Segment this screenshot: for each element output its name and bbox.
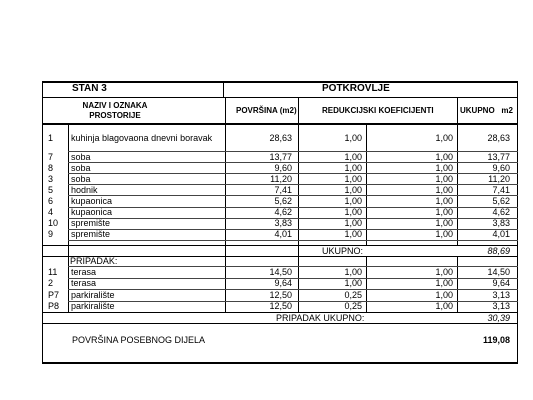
- room-cell-area: 28,63: [269, 133, 292, 143]
- pripadak-cell-area: 9,64: [274, 278, 292, 289]
- col-divider-coef1-b: [366, 256, 367, 312]
- table-bottom-border: [42, 362, 518, 364]
- room-cell-name: soba: [71, 151, 91, 162]
- pripadak-cell-k2: 1,00: [435, 278, 453, 289]
- room-cell-k2: 1,00: [435, 229, 453, 240]
- pripadak-cell-k1: 1,00: [344, 278, 362, 289]
- pripadak-total-label: PRIPADAK UKUPNO:: [276, 313, 365, 323]
- room-cell-name: spremište: [71, 218, 111, 229]
- room-cell-no: 7: [48, 151, 54, 162]
- ukupno-top-line: [42, 245, 518, 246]
- room-cell-k1: 1,00: [344, 151, 362, 162]
- room-cell-area: 5,62: [274, 195, 292, 206]
- pripadak-cell-total: 14,50: [487, 266, 510, 277]
- room-cell-no: 6: [48, 195, 54, 206]
- pripadak-cell-area: 14,50: [269, 266, 292, 277]
- floor-label: POTKROVLJE: [322, 83, 390, 94]
- room-cell-k1: 1,00: [344, 218, 362, 229]
- room-cell-k2: 1,00: [435, 195, 453, 206]
- ukupno-label: UKUPNO:: [322, 246, 364, 256]
- room-cell-area: 11,20: [270, 173, 292, 184]
- room-cell-k2: 1,00: [435, 173, 453, 184]
- room-cell-k2: 1,00: [435, 162, 453, 173]
- room-cell-name: hodnik: [71, 184, 98, 195]
- room-cell-total: 13,77: [487, 151, 510, 162]
- pripadak-cell-k2: 1,00: [435, 266, 453, 277]
- room-cell-total: 3,83: [492, 218, 510, 229]
- room-cell-total: 4,62: [492, 207, 510, 218]
- pripadak-cell-name: terasa: [71, 266, 97, 277]
- col-divider-name-b: [225, 256, 226, 312]
- room-cell-total: 28,63: [487, 133, 510, 143]
- room-cell-k2: 1,00: [435, 207, 453, 218]
- pripadak-cell-total: 3,13: [492, 289, 510, 300]
- posebni-dio-value: 119,08: [482, 335, 510, 345]
- ukupno-value: 88,69: [487, 246, 510, 256]
- room-cell-k1: 1,00: [344, 173, 362, 184]
- room-cell-name: soba: [71, 162, 91, 173]
- pripadak-cell-k2: 1,00: [435, 289, 453, 300]
- pripadak-cell-name: parkiralište: [71, 289, 115, 300]
- room-cell-k1: 1,00: [344, 162, 362, 173]
- room-cell-area: 13,77: [269, 151, 292, 162]
- room-cell-k2: 1,00: [435, 151, 453, 162]
- table-top-border: [42, 81, 518, 83]
- room-cell-no: 3: [48, 173, 54, 184]
- column-header-name-2: PROSTORIJE: [89, 111, 141, 120]
- pripadak-cell-area: 12,50: [269, 289, 292, 300]
- column-header-total: UKUPNO m2: [460, 106, 513, 115]
- room-cell-total: 11,20: [488, 173, 510, 184]
- room-cell-no: 9: [48, 229, 54, 240]
- column-header-area: POVRŠINA (m2): [236, 106, 297, 115]
- room-cell-area: 4,01: [274, 229, 292, 240]
- pripadak-cell-k1: 0,25: [344, 289, 362, 300]
- room-row-line: [68, 240, 518, 241]
- room-cell-name: soba: [71, 173, 91, 184]
- pripadak-cell-k1: 0,25: [344, 301, 362, 312]
- room-cell-total: 5,62: [492, 195, 510, 206]
- posebni-dio-label: POVRŠINA POSEBNOG DIJELA: [72, 335, 206, 345]
- title-row-line: [42, 97, 518, 98]
- room-cell-total: 9,60: [492, 162, 510, 173]
- room-cell-area: 3,83: [274, 218, 292, 229]
- pripadak-cell-k2: 1,00: [435, 301, 453, 312]
- room-cell-area: 4,62: [274, 207, 292, 218]
- room-cell-area: 7,41: [274, 184, 292, 195]
- stan-label: STAN 3: [72, 83, 107, 94]
- room-cell-no: 8: [48, 162, 54, 173]
- room-cell-no: 4: [48, 207, 54, 218]
- room-cell-no: 10: [48, 218, 59, 229]
- pripadak-cell-no: P7: [48, 289, 60, 300]
- room-cell-name: kupaonica: [71, 195, 113, 206]
- pripadak-label: PRIPADAK:: [70, 256, 118, 266]
- room-cell-no: 5: [48, 184, 54, 195]
- pripadak-cell-area: 12,50: [269, 301, 292, 312]
- pripadak-total-bottom-line: [42, 323, 518, 324]
- pripadak-cell-total: 3,13: [492, 301, 510, 312]
- room-cell-total: 4,01: [492, 229, 510, 240]
- pripadak-cell-name: terasa: [71, 278, 97, 289]
- room-cell-k1: 1,00: [344, 133, 362, 143]
- title-divider: [223, 81, 224, 98]
- room-cell-k2: 1,00: [435, 184, 453, 195]
- room-cell-area: 9,60: [274, 162, 292, 173]
- column-header-name-1: NAZIV I OZNAKA: [82, 101, 148, 110]
- room-cell-k1: 1,00: [344, 229, 362, 240]
- room-cell-name: kuhinja blagovaona dnevni boravak: [71, 133, 213, 143]
- room-cell-no: 1: [48, 133, 54, 143]
- pripadak-cell-no: 2: [48, 278, 54, 289]
- pripadak-cell-no: 11: [48, 266, 58, 277]
- col-divider-area-b: [298, 256, 299, 312]
- room-cell-name: kupaonica: [71, 207, 113, 218]
- room-cell-k1: 1,00: [344, 195, 362, 206]
- room-cell-k2: 1,00: [435, 218, 453, 229]
- column-header-coef: REDUKCIJSKI KOEFICIJENTI: [322, 106, 434, 115]
- room-cell-k1: 1,00: [344, 207, 362, 218]
- room-cell-k2: 1,00: [435, 133, 453, 143]
- pripadak-cell-no: P8: [48, 301, 60, 312]
- pripadak-total-value: 30,39: [487, 313, 510, 323]
- pripadak-cell-k1: 1,00: [344, 266, 362, 277]
- room-cell-name: spremište: [71, 229, 111, 240]
- room-cell-k1: 1,00: [344, 184, 362, 195]
- room-cell-total: 7,41: [492, 184, 510, 195]
- pripadak-cell-total: 9,64: [492, 278, 510, 289]
- header-bottom-line: [42, 123, 518, 125]
- pripadak-cell-name: parkiralište: [71, 301, 115, 312]
